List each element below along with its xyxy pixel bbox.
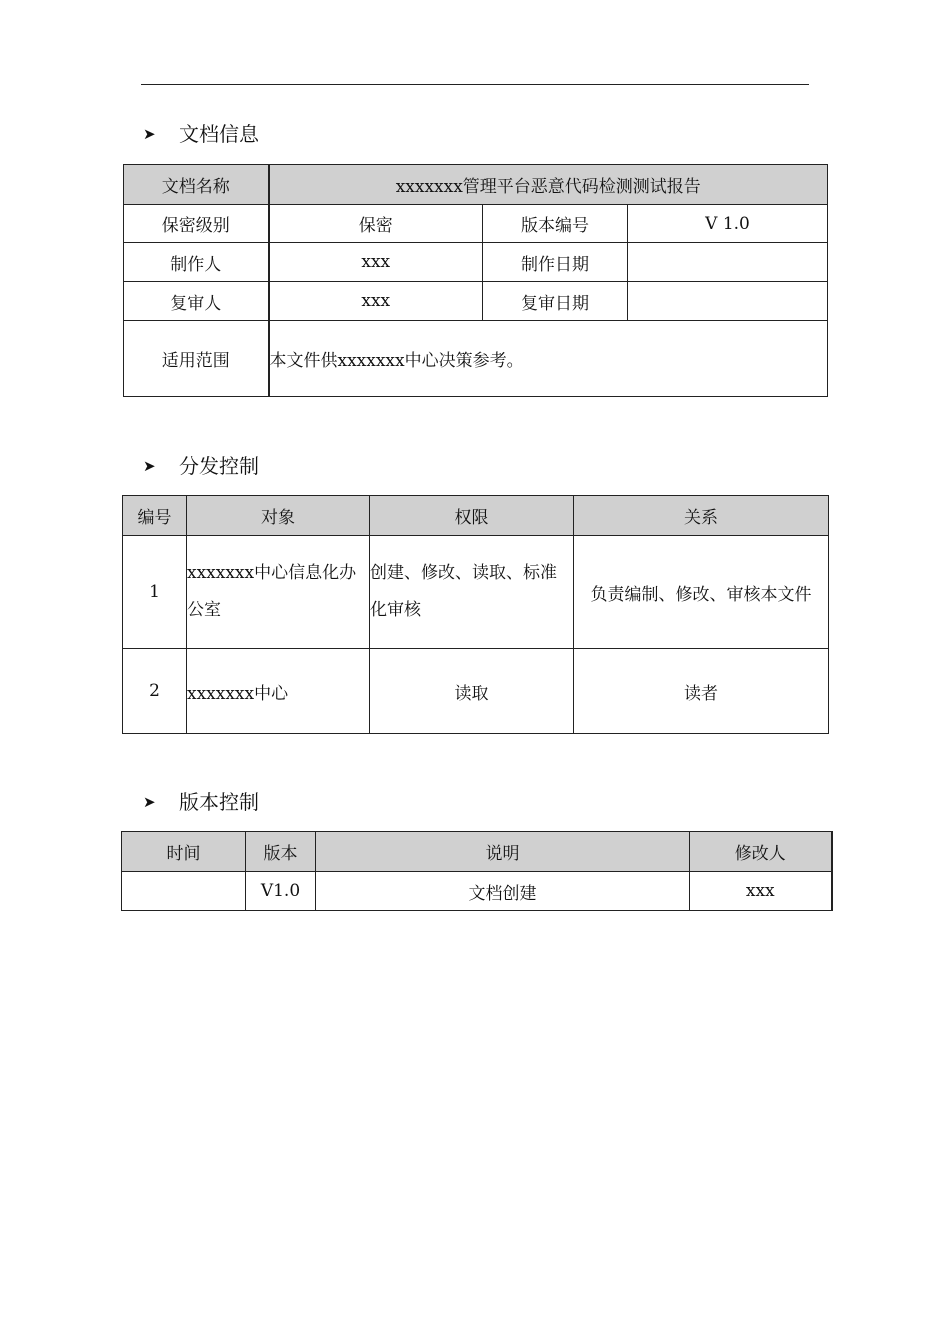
header-rule xyxy=(141,84,809,85)
review-date-label: 复审日期 xyxy=(483,282,628,321)
arrow-bullet-icon: ➤ xyxy=(143,793,156,811)
doc-info-heading-text: 文档信息 xyxy=(179,122,259,146)
scope-label: 适用范围 xyxy=(124,321,269,397)
version-heading xyxy=(143,788,259,816)
column-header-description: 说明 xyxy=(316,832,690,872)
version-no-value: V 1.0 xyxy=(628,205,828,243)
table-row xyxy=(124,243,828,282)
created-date-label: 制作日期 xyxy=(483,243,628,282)
arrow-bullet-icon: ➤ xyxy=(143,125,156,143)
reviewer-value: xxx xyxy=(269,282,483,321)
table-row xyxy=(123,649,829,734)
doc-info-table xyxy=(123,164,828,397)
row-permission: 读取 xyxy=(370,649,574,734)
security-level-label: 保密级别 xyxy=(124,205,269,243)
arrow-bullet-icon: ➤ xyxy=(143,457,156,475)
author-value: xxx xyxy=(269,243,483,282)
column-header-time: 时间 xyxy=(122,832,246,872)
reviewer-label: 复审人 xyxy=(124,282,269,321)
version-no-label: 版本编号 xyxy=(483,205,628,243)
row-version: V1.0 xyxy=(246,872,316,911)
created-date-value xyxy=(628,243,828,282)
table-row xyxy=(124,282,828,321)
distribution-table xyxy=(122,495,829,734)
review-date-value xyxy=(628,282,828,321)
column-header-no: 编号 xyxy=(123,496,187,536)
table-row xyxy=(122,872,832,911)
distribution-heading xyxy=(143,452,259,480)
table-row xyxy=(123,496,829,536)
version-table xyxy=(121,831,833,911)
table-row xyxy=(124,165,828,205)
row-object: xxxxxxx中心信息化办公室 xyxy=(187,536,370,649)
table-row xyxy=(124,321,828,397)
column-header-object: 对象 xyxy=(187,496,370,536)
row-permission: 创建、修改、读取、标准化审核 xyxy=(370,536,574,649)
row-time xyxy=(122,872,246,911)
row-no: 1 xyxy=(123,536,187,649)
row-relation: 读者 xyxy=(574,649,829,734)
column-header-modifier: 修改人 xyxy=(690,832,832,872)
column-header-relation: 关系 xyxy=(574,496,829,536)
table-row xyxy=(123,536,829,649)
table-row xyxy=(124,205,828,243)
version-heading-text: 版本控制 xyxy=(179,790,259,814)
row-description: 文档创建 xyxy=(316,872,690,911)
column-header-permission: 权限 xyxy=(370,496,574,536)
row-modifier: xxx xyxy=(690,872,832,911)
author-label: 制作人 xyxy=(124,243,269,282)
doc-info-heading xyxy=(143,120,259,148)
column-header-version: 版本 xyxy=(246,832,316,872)
scope-value: 本文件供xxxxxxx中心决策参考。 xyxy=(269,321,828,397)
row-object: xxxxxxx中心 xyxy=(187,649,370,734)
doc-name-value: xxxxxxx管理平台恶意代码检测测试报告 xyxy=(269,165,828,205)
security-level-value: 保密 xyxy=(269,205,483,243)
row-no: 2 xyxy=(123,649,187,734)
doc-name-label: 文档名称 xyxy=(124,165,269,205)
distribution-heading-text: 分发控制 xyxy=(179,454,259,478)
row-relation: 负责编制、修改、审核本文件 xyxy=(574,536,829,649)
table-row xyxy=(122,832,832,872)
